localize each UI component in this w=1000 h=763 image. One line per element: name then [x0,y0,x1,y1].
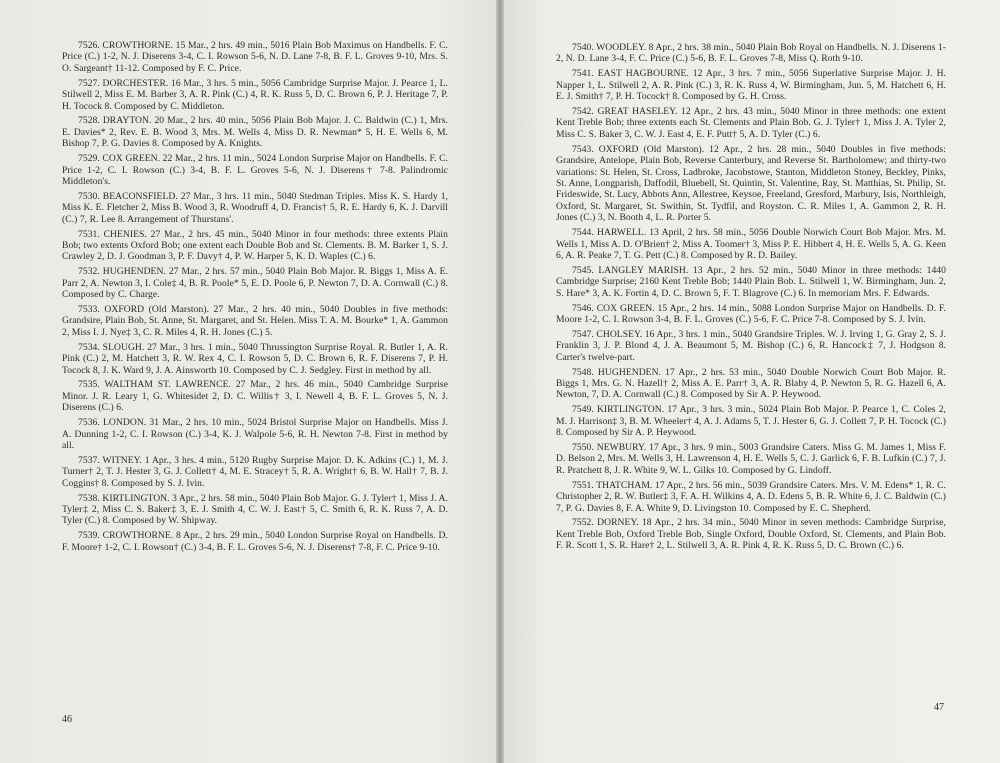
peal-entry: 7537. WITNEY. 1 Apr., 3 hrs. 4 min., 5120 Rugby Surprise Major. D. K. Adkins (C.) 1, M. J. Turner† 2, T. J. Hester 3, G. J. Collett† 4, M. E. Stracey† 5, R. A. Wright† 6, B. W. Hall† 7, B. J. Coggins† 8. Composed by S. J. Ivin. [62,454,448,489]
left-page-number: 46 [62,714,72,725]
peal-entry: 7540. WOODLEY. 8 Apr., 2 hrs. 38 min., 5040 Plain Bob Royal on Handbells. N. J. Diserens 1-2, N. D. Lane 3-4, F. C. Price (C.) 5-6, B. F. L. Groves 7-8, Miss Q. Roth 9-10. [556,42,946,65]
peal-entry: 7548. HUGHENDEN. 17 Apr., 2 hrs. 53 min., 5040 Double Norwich Court Bob Major. R. Biggs 1, Mrs. G. N. Hazell† 2, Miss A. E. Parr† 3, A. R. Blaby 4, P. Newton 5, R. G. Hazell 6, A. Newton, 7, D. A. Cornwall (C.) 8. Composed by Sir A. P. Heywood. [556,366,946,401]
peal-entry: 7545. LANGLEY MARISH. 13 Apr., 2 hrs. 52 min., 5040 Minor in three methods: 1440 Cambridge Surprise; 2160 Kent Treble Bob; 1440 Plain Bob. L. Stilwell 1, W. Birmingham, Jun. 2, S. Hare* 3, A. K. Fortin 4, D. C. Brown 5, F. T. Blagrove (C.) 6. In memoriam Mrs. F. Edwards. [556,264,946,299]
peal-entry: 7536. LONDON. 31 Mar., 2 hrs. 10 min., 5024 Bristol Surprise Major on Handbells. Miss J. A. Dunning 1-2, C. I. Rowson (C.) 3-4, K. J. Walpole 5-6, R. H. Newton 7-8. First in method by all. [62,417,448,451]
peal-entry: 7547. CHOLSEY. 16 Apr., 3 hrs. 1 min., 5040 Grandsire Triples. W. J. Irving 1, G. Gray 2, S. J. Franklin 3, J. P. Blond 4, J. A. Beaumont 5, M. Bishop (C.) 6, R. Hancock‡ 7, J. Hodgson 8. Carter's twelve-part. [556,328,946,363]
right-page-number: 47 [934,702,944,713]
peal-entry: 7544. HARWELL. 13 April, 2 hrs. 58 min., 5056 Double Norwich Court Bob Major. Mrs. M. Wells 1, Miss A. D. O'Brien† 2, Miss A. Toomer† 3, Miss P. E. Hibbert 4, H. E. Wells 5, A. G. Keen 6, A. R. Peake 7, T. G. Pett (C.) 8. Composed by R. D. Bailey. [556,227,946,261]
peal-entry: 7526. CROWTHORNE. 15 Mar., 2 hrs. 49 min., 5016 Plain Bob Maximus on Handbells. F. C. Price (C.) 1-2, N. J. Diserens 3-4, C. I. Rowson 5-6, N. D. Lane 7-8, B. F. L. Groves 9-10, Mrs. S. O. Sargeant† 11-12. Composed by F. C. Price. [62,40,448,74]
peal-entry: 7533. OXFORD (Old Marston). 27 Mar., 2 hrs. 40 min., 5040 Doubles in five methods: Grandsire, Plain Bob, St. Anne, St. Margaret, and St. Helen. Miss T. A. M. Bourke* 1, A. Gammon 2, Miss I. J. Nye‡ 3, C. R. Miles 4, R. H. Jones (C.) 5. [62,304,448,338]
left-page-text [62,40,448,557]
peal-entry: 7542. GREAT HASELEY. 12 Apr., 2 hrs. 43 min., 5040 Minor in three methods: one extent Kent Treble Bob; three extents each St. Clements and Plain Bob. G. J. Tyler† 1, Miss J. A. Tyler 2, Miss C. S. Baker 3, C. W. J. East 4, E. F. Putt† 5, A. D. Tyler (C.) 6. [556,106,946,140]
right-page-text [556,42,946,555]
peal-entry: 7538. KIRTLINGTON. 3 Apr., 2 hrs. 58 min., 5040 Plain Bob Major. G. J. Tyler† 1, Miss J. A. Tyler‡ 2, Miss C. S. Baker‡ 3, E. J. Smith 4, C. W. J. East† 5, C. Smith 6, R. K. Russ 7, A. D. Tyler (C.) 8. Composed by W. Shipway. [62,492,448,527]
peal-entry: 7550. NEWBURY. 17 Apr., 3 hrs. 9 min., 5003 Grandsire Caters. Miss G. M. James 1, Miss F. D. Belson 2, Mrs. M. Wells 3, H. Lawrenson 4, H. E. Wells 5, C. J. Garlick 6, F. B. Lufkin (C.) 7, J. R. Pratchett 8, J. R. White 9, W. L. Gilks 10. Composed by G. Lindoff. [556,442,946,476]
peal-entry: 7552. DORNEY. 18 Apr., 2 hrs. 34 min., 5040 Minor in seven methods: Cambridge Surprise, Kent Treble Bob, Oxford Treble Bob, Single Oxford, Double Oxford, St. Clements, and Plain Bob. F. R. Scott 1, S. R. Hare† 2, L. Stilwell 3, A. R. Pink 4, R. K. Russ 5, D. C. Brown (C.) 6. [556,517,946,552]
peal-entry: 7528. DRAYTON. 20 Mar., 2 hrs. 40 min., 5056 Plain Bob Major. J. C. Baldwin (C.) 1, Mrs. E. Davies* 2, Rev. E. B. Wood 3, Mrs. M. Wells 4, Miss D. R. Newman* 5, H. E. Wells 6, M. Bishop 7, P. G. Davies 8. Composed by A. Knights. [62,115,448,150]
peal-entry: 7551. THATCHAM. 17 Apr., 2 hrs. 56 min., 5039 Grandsire Caters. Mrs. V. M. Edens* 1, R. C. Christopher 2, R. W. Butler‡ 3, F. A. H. Wilkins 4, A. D. Edens 5, B. R. White 6, J. C. Baldwin (C.) 7, P. G. Davies 8, F. A. White 9, D. Livingston 10. Composed by E. C. Shepherd. [556,479,946,514]
peal-entry: 7529. COX GREEN. 22 Mar., 2 hrs. 11 min., 5024 London Surprise Major on Handbells. F. C. Price 1-2, C. I. Rowson (C.) 3-4, B. F. L. Groves 5-6, N. J. Diserens† 7-8. Palindromic Middleton's. [62,153,448,187]
peal-entry: 7543. OXFORD (Old Marston). 12 Apr., 2 hrs. 28 min., 5040 Doubles in five methods: Grandsire, Antelope, Plain Bob, Reverse Canterbury, and Reverse St. Bartholomew; and thirty-two variations: St. Helen, St. Cross, Ladbroke, Jacobstowe, Stanton, Middleton Stoney, Beckley, Pinks, St. Anne, Longparish, Daffodil, Bluebell, St. Quintin, St. Valentine, Ray, St. Matthias, St. Philip, St. Frideswide, St. Lucy, Abbots Ann, Allestree, Keysoe, Freeland, Gresford, Marbury, Isis, Northleigh, Oxford, St. Margaret, St. Swithin, St. Tydfil, and Royston. C. R. Miles 1, A. Gammon 2, R. H. Jones (C.) 3, N. Booth 4, L. R. Porter 5. [556,143,946,224]
peal-entry: 7527. DORCHESTER. 16 Mar., 3 hrs. 5 min., 5056 Cambridge Surprise Major. J. Pearce 1, L. Stilwell 2, Miss E. M. Barber 3, A. R. Pink (C.) 4, R. K. Russ 5, D. C. Brown 6, P. J. Heritage 7, P. H. Tocock 8. Composed by C. Middleton. [62,77,448,112]
book-gutter [496,0,504,763]
peal-entry: 7532. HUGHENDEN. 27 Mar., 2 hrs. 57 min., 5040 Plain Bob Major. R. Biggs 1, Miss A. E. Parr 2, A. Newton 3, I. Cole‡ 4, B. R. Poole* 5, E. D. Poole 6, P. Newton 7, D. A. Cornwall (C.) 8. Composed by C. Charge. [62,266,448,301]
peal-entry: 7535. WALTHAM ST. LAWRENCE. 27 Mar., 2 hrs. 46 min., 5040 Cambridge Surprise Minor. J. R. Leary 1, G. Whitesidet 2, D. C. Willis† 3, I. Newell 4, B. F. L. Groves 5, N. J. Diserens (C.) 6. [62,379,448,414]
peal-entry: 7541. EAST HAGBOURNE. 12 Apr., 3 hrs. 7 min., 5056 Superlative Surprise Major. J. H. Napper 1, L. Stilwell 2, A. R. Pink (C.) 3, R. K. Russ 4, W. Birmingham, Jun. 5, M. Hatchett 6, H. E. J. Smith† 7, P. H. Tocock† 8. Composed by G. H. Cross. [556,68,946,103]
peal-entry: 7546. COX GREEN. 15 Apr., 2 hrs. 14 min., 5088 London Surprise Major on Handbells. D. F. Moore 1-2, C. I. Rowson 3-4, B. F. L. Groves (C.) 5-6, F. C. Price 7-8. Composed by S. J. Ivin. [556,302,946,325]
peal-entry: 7549. KIRTLINGTON. 17 Apr., 3 hrs. 3 min., 5024 Plain Bob Major. P. Pearce 1, C. Coles 2, M. J. Harrison‡ 3, B. M. Wheeler† 4, A. J. Adams 5, T. J. Hester 6, G. J. Collett 7, P. H. Tocock (C.) 8. Composed by Sir A. P. Heywood. [556,404,946,439]
peal-entry: 7539. CROWTHORNE. 8 Apr., 2 hrs. 29 min., 5040 London Surprise Royal on Handbells. D. F. Moore† 1-2, C. I. Rowson† (C.) 3-4, B. F. L. Groves 5-6, N. J. Diserens† 7-8, F. C. Price 9-10. [62,530,448,553]
peal-entry: 7531. CHENIES. 27 Mar., 2 hrs. 45 min., 5040 Minor in four methods: three extents Plain Bob; two extents Oxford Bob; one extent each Double Bob and St. Clements. B. M. Barker 1, S. J. Crawley 2, D. J. Goodman 3, P. F. Davy† 4, P. W. Harper 5, K. D. Waples (C.) 6. [62,228,448,263]
right-page [500,0,1000,763]
peal-entry: 7530. BEACONSFIELD. 27 Mar., 3 hrs. 11 min., 5040 Stedman Triples. Miss K. S. Hardy 1, Miss K. E. Fletcher 2, Miss B. Wood 3, R. Woodruff 4, D. Francis† 5, R. E. Hardy 6, K. J. Darvill (C.) 7, R. Lee 8. Arrangement of Thurstans'. [62,190,448,225]
peal-entry: 7534. SLOUGH. 27 Mar., 3 hrs. 1 min., 5040 Thrussington Surprise Royal. R. Butler 1, A. R. Pink (C.) 2, M. Hatchett 3, R. W. Rex 4, C. I. Rowson 5, D. C. Brown 6, R. F. Diserens 7, P. H. Tocock 8, J. K. Ward 9, J. A. Ainsworth 10. Composed by C. J. Sedgley. First in method by all. [62,341,448,376]
